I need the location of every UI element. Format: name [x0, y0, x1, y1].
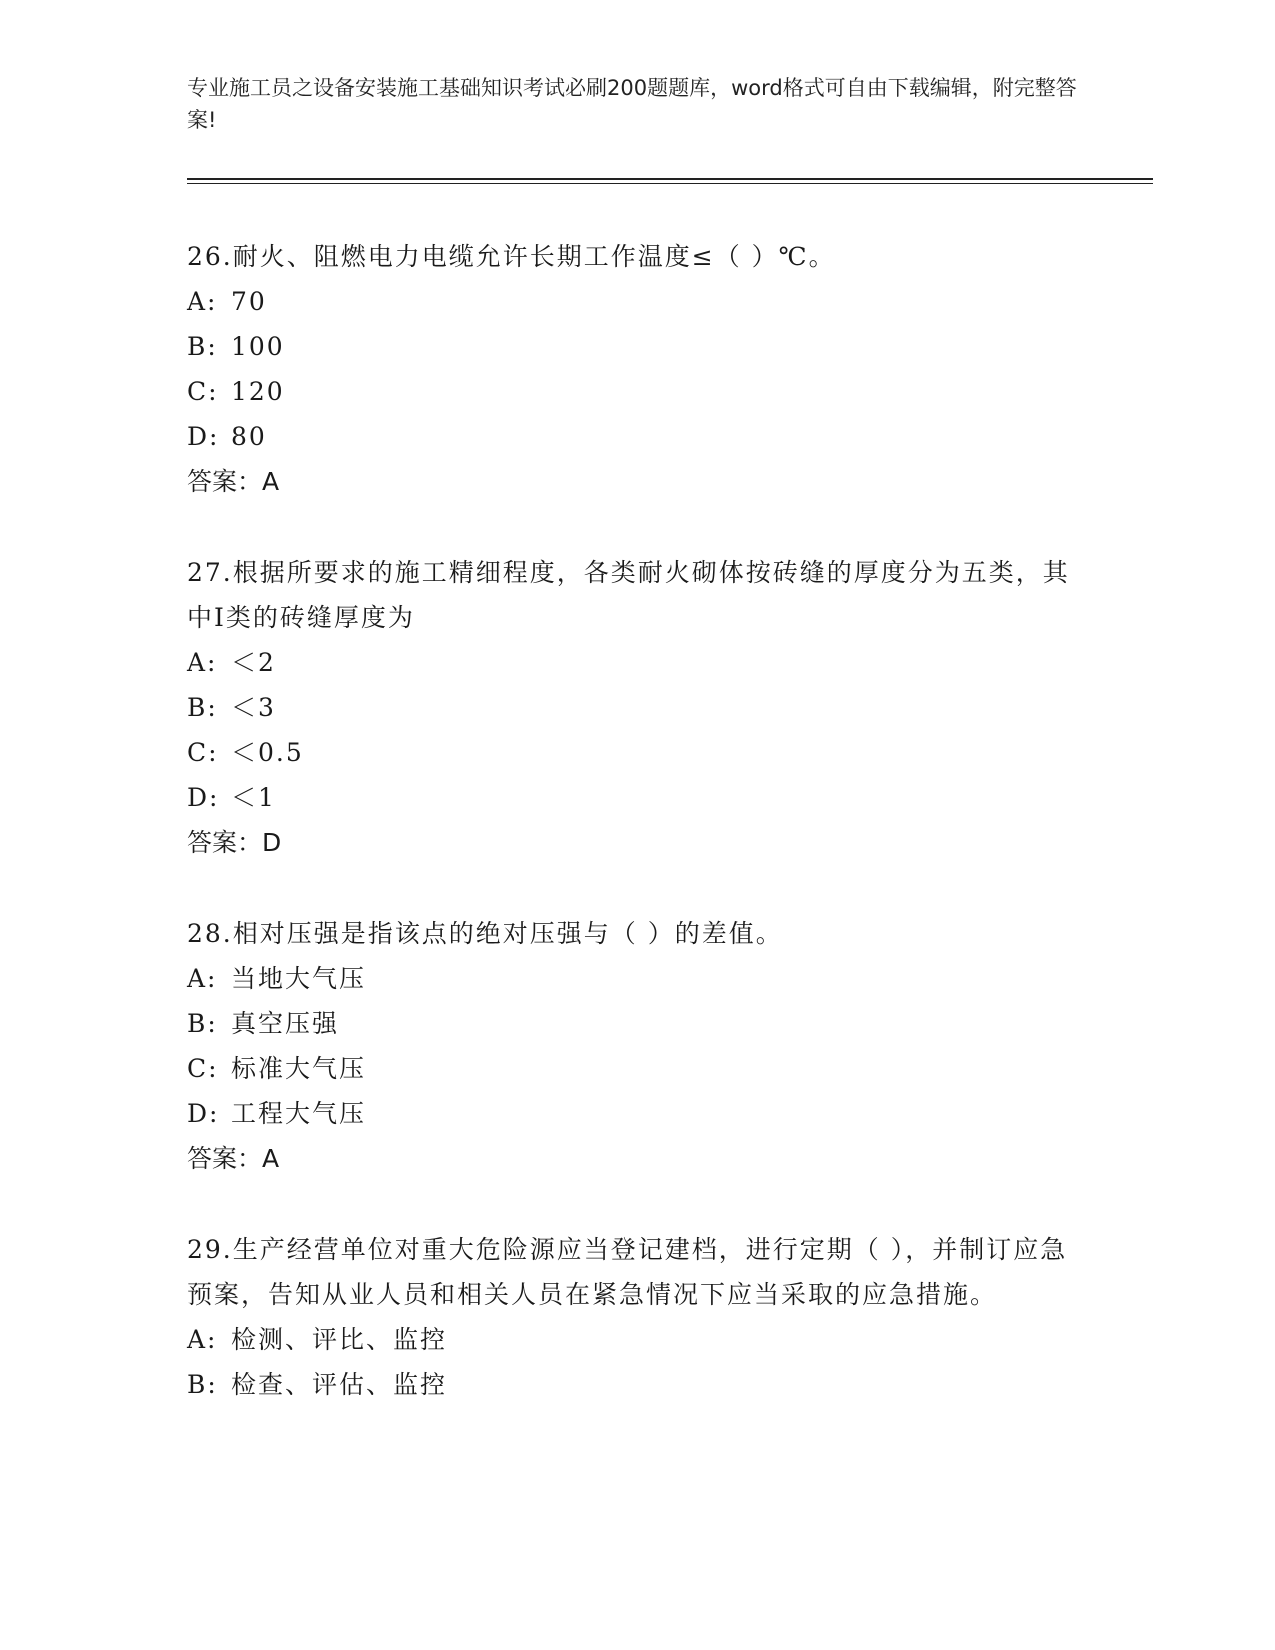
option-key: C:: [187, 377, 219, 406]
option-value: 标准大气压: [231, 1054, 367, 1083]
question-27: [187, 550, 1087, 865]
question-text: 26.耐火、阻燃电力电缆允许长期工作温度≤（ ）℃。: [187, 242, 836, 271]
document-header: 专业施工员之设备安装施工基础知识考试必刷200题题库，word格式可自由下载编辑，附完整答案!: [187, 76, 1077, 132]
header-divider-thick: [187, 178, 1153, 180]
option-value: 80: [231, 422, 267, 451]
option-value: 检测、评比、监控: [231, 1325, 448, 1354]
option-b: [187, 685, 1087, 730]
answer: 答案：A: [187, 467, 280, 496]
option-key: A:: [187, 1325, 218, 1354]
option-value: 工程大气压: [231, 1099, 367, 1128]
option-key: D:: [187, 422, 220, 451]
question-list: [187, 234, 1087, 1453]
question-28: [187, 911, 1087, 1181]
option-key: C:: [187, 1054, 219, 1083]
question-text: 27.根据所要求的施工精细程度，各类耐火砌体按砖缝的厚度分为五类，其中Ⅰ类的砖缝厚度为: [187, 558, 1070, 632]
option-value: ＜3: [231, 693, 276, 722]
option-a: [187, 956, 1087, 1001]
option-value: ＜1: [231, 783, 276, 812]
option-key: C:: [187, 738, 219, 767]
answer: 答案：A: [187, 1144, 280, 1173]
option-a: [187, 640, 1087, 685]
question-text: 28.相对压强是指该点的绝对压强与（ ）的差值。: [187, 919, 783, 948]
option-b: [187, 1001, 1087, 1046]
option-c: [187, 730, 1087, 775]
option-value: 真空压强: [231, 1009, 340, 1038]
option-value: 120: [231, 377, 285, 406]
option-value: 当地大气压: [231, 964, 367, 993]
option-value: ＜2: [231, 648, 276, 677]
option-key: A:: [187, 648, 218, 677]
option-b: [187, 1362, 1087, 1407]
option-value: 70: [231, 287, 267, 316]
option-key: A:: [187, 964, 218, 993]
option-key: B:: [187, 1370, 218, 1399]
option-key: D:: [187, 1099, 220, 1128]
option-d: [187, 1091, 1087, 1136]
question-text: 29.生产经营单位对重大危险源应当登记建档，进行定期（ ），并制订应急预案，告知从业人员和相关人员在紧急情况下应当采取的应急措施。: [187, 1235, 1068, 1309]
option-d: [187, 414, 1087, 459]
option-b: [187, 324, 1087, 369]
option-key: B:: [187, 1009, 218, 1038]
answer: 答案：D: [187, 828, 282, 857]
option-c: [187, 1046, 1087, 1091]
option-key: B:: [187, 332, 218, 361]
option-value: 检查、评估、监控: [231, 1370, 448, 1399]
option-value: ＜0.5: [231, 738, 304, 767]
question-26: [187, 234, 1087, 504]
header-divider-thin: [187, 183, 1153, 184]
option-key: A:: [187, 287, 218, 316]
option-value: 100: [231, 332, 285, 361]
option-a: [187, 1317, 1087, 1362]
option-d: [187, 775, 1087, 820]
option-key: D:: [187, 783, 220, 812]
option-a: [187, 279, 1087, 324]
option-c: [187, 369, 1087, 414]
question-29: [187, 1227, 1087, 1407]
option-key: B:: [187, 693, 218, 722]
